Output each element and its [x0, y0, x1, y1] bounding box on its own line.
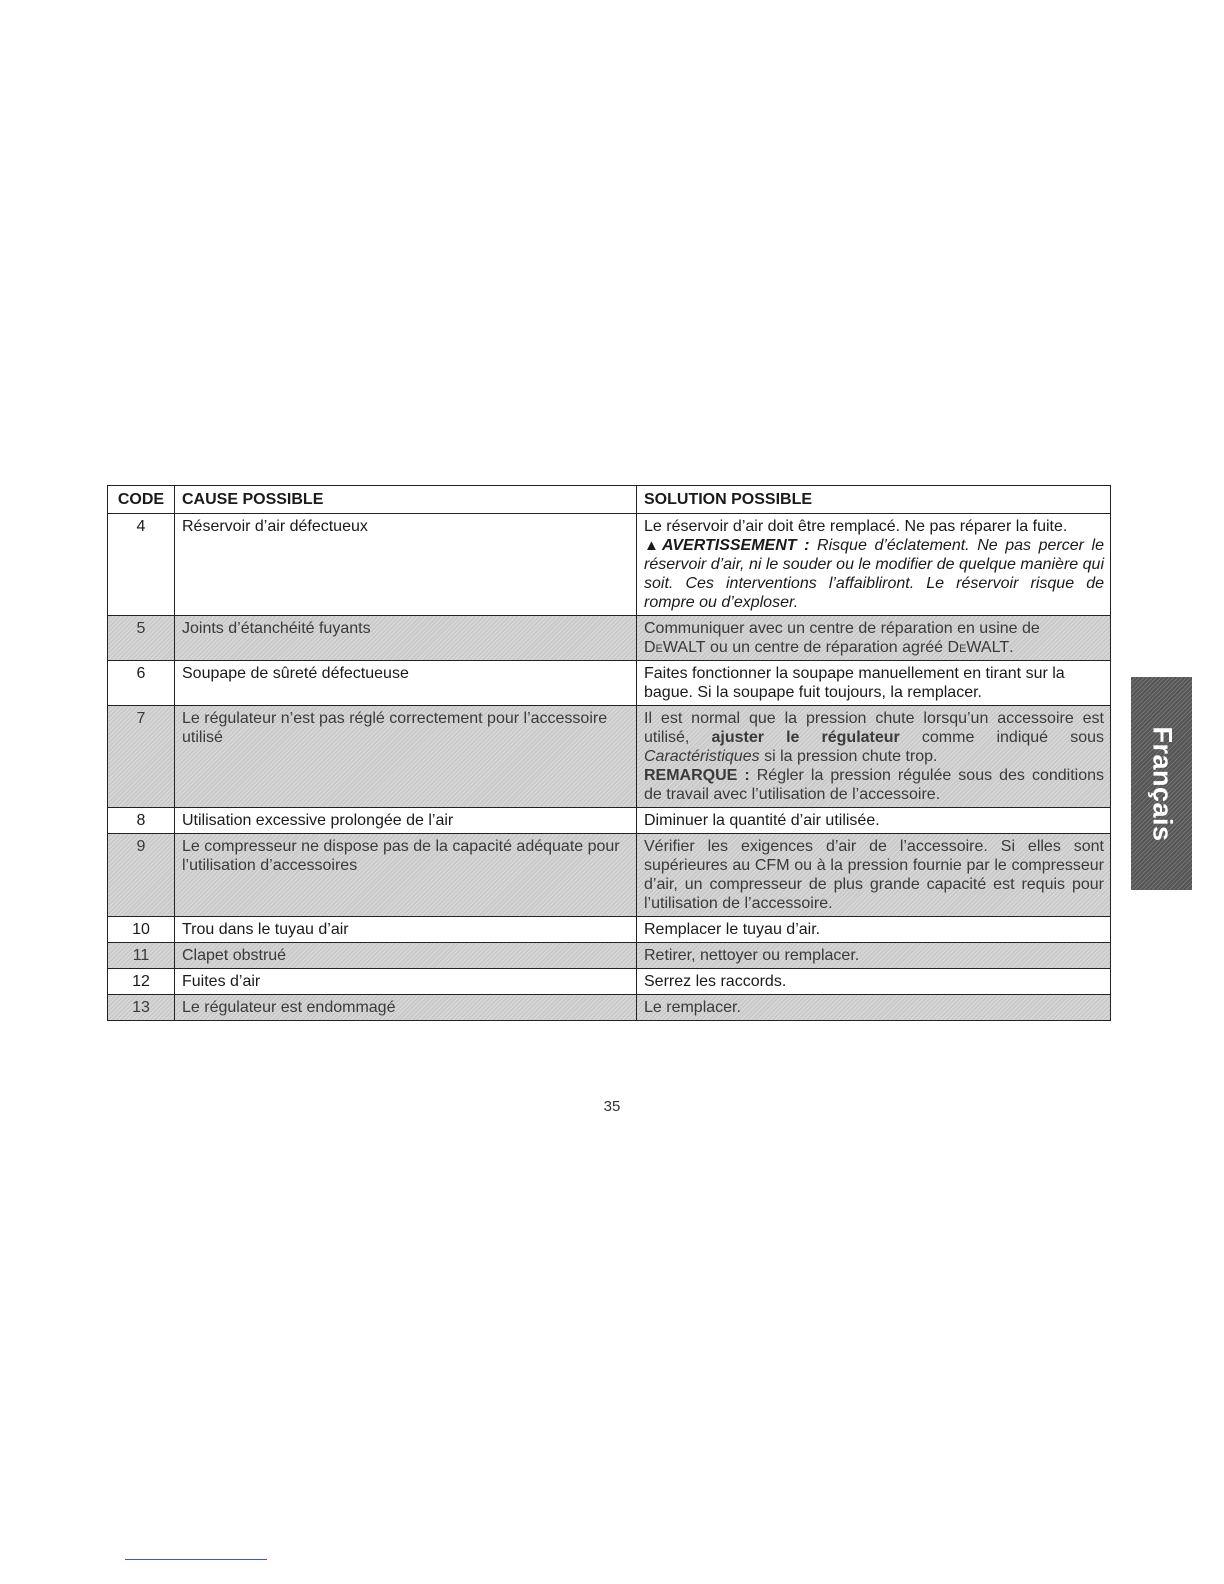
table-row — [108, 706, 1111, 808]
solution-text: Communiquer avec un centre de réparation en usine de — [644, 620, 1040, 637]
page-number: 35 — [603, 1098, 621, 1115]
cause-cell: Le régulateur n’est pas réglé correctement pour l’accessoire utilisé — [175, 706, 637, 808]
code-cell: 7 — [108, 706, 175, 808]
solution-text: Le réservoir d’air doit être remplacé. Ne pas réparer la fuite. — [644, 518, 1068, 535]
table-row — [108, 834, 1111, 917]
table-row — [108, 661, 1111, 706]
header-code: CODE — [108, 486, 175, 514]
table-row — [108, 995, 1111, 1021]
code-cell: 8 — [108, 808, 175, 834]
code-cell: 13 — [108, 995, 175, 1021]
note-paragraph — [644, 766, 1104, 804]
note-label: REMARQUE : — [644, 767, 750, 784]
brand-name: DeWALT — [644, 639, 706, 656]
solution-cell: Le remplacer. — [637, 995, 1111, 1021]
footer-rule — [125, 1559, 267, 1560]
solution-text: si la pression chute trop. — [764, 748, 938, 765]
cause-cell: Utilisation excessive prolongée de l’air — [175, 808, 637, 834]
cause-cell: Trou dans le tuyau d’air — [175, 917, 637, 943]
warning-triangle-icon: ▲ — [644, 537, 662, 554]
solution-cell — [637, 616, 1111, 661]
table-row — [108, 917, 1111, 943]
solution-text: Il est normal que la pression chute lorsqu’un accessoire est utilisé, — [644, 710, 1104, 746]
brand-name: DeWALT — [947, 639, 1010, 656]
language-side-tab — [1131, 677, 1192, 890]
code-cell: 11 — [108, 943, 175, 969]
solution-emphasis: ajuster le régulateur — [711, 729, 900, 746]
table-row — [108, 969, 1111, 995]
solution-cell: Retirer, nettoyer ou remplacer. — [637, 943, 1111, 969]
solution-reference: Caractéristiques — [644, 748, 760, 765]
warning-block — [644, 536, 1104, 612]
cause-cell: Fuites d’air — [175, 969, 637, 995]
table-header-row — [108, 486, 1111, 514]
language-tab-label: Français — [1147, 725, 1177, 842]
solution-cell — [637, 514, 1111, 616]
cause-cell: Le régulateur est endommagé — [175, 995, 637, 1021]
table-row — [108, 514, 1111, 616]
cause-cell: Clapet obstrué — [175, 943, 637, 969]
warning-text: Risque d’éclatement. Ne pas percer le réservoir d’air, ni le souder ou le modifier de quelque manière qui soit. Ces interventions l’affaibliront. Le réservoir risque de rompre ou d’exploser. — [644, 537, 1104, 611]
table-row — [108, 808, 1111, 834]
code-cell: 12 — [108, 969, 175, 995]
cause-cell: Le compresseur ne dispose pas de la capacité adéquate pour l’utilisation d’accessoires — [175, 834, 637, 917]
cause-cell: Soupape de sûreté défectueuse — [175, 661, 637, 706]
solution-text: . — [1009, 639, 1014, 656]
solution-cell: Diminuer la quantité d’air utilisée. — [637, 808, 1111, 834]
cause-cell: Joints d’étanchéité fuyants — [175, 616, 637, 661]
solution-cell: Faites fonctionner la soupape manuellement en tirant sur la bague. Si la soupape fuit toujours, la remplacer. — [637, 661, 1111, 706]
cause-cell: Réservoir d’air défectueux — [175, 514, 637, 616]
code-cell: 5 — [108, 616, 175, 661]
header-cause: CAUSE POSSIBLE — [175, 486, 637, 514]
solution-paragraph — [644, 709, 1104, 766]
solution-cell: Remplacer le tuyau d’air. — [637, 917, 1111, 943]
solution-text: ou un centre de réparation agréé — [710, 639, 944, 656]
code-cell: 9 — [108, 834, 175, 917]
note-text: Régler la pression régulée sous des conditions de travail avec l’utilisation de l’accessoire. — [644, 767, 1104, 803]
solution-text: comme indiqué sous — [921, 729, 1104, 746]
table-row — [108, 616, 1111, 661]
code-cell: 6 — [108, 661, 175, 706]
code-cell: 4 — [108, 514, 175, 616]
solution-cell — [637, 706, 1111, 808]
code-cell: 10 — [108, 917, 175, 943]
troubleshooting-table — [107, 485, 1111, 1021]
table-row — [108, 943, 1111, 969]
solution-cell: Serrez les raccords. — [637, 969, 1111, 995]
solution-cell: Vérifier les exigences d’air de l’accessoire. Si elles sont supérieures au CFM ou à la pression fournie par le compresseur d’air, un compresseur de plus grande capacité est requis pour l’utilisation de l’accessoire. — [637, 834, 1111, 917]
header-solution: SOLUTION POSSIBLE — [637, 486, 1111, 514]
warning-label: AVERTISSEMENT : — [662, 537, 810, 554]
